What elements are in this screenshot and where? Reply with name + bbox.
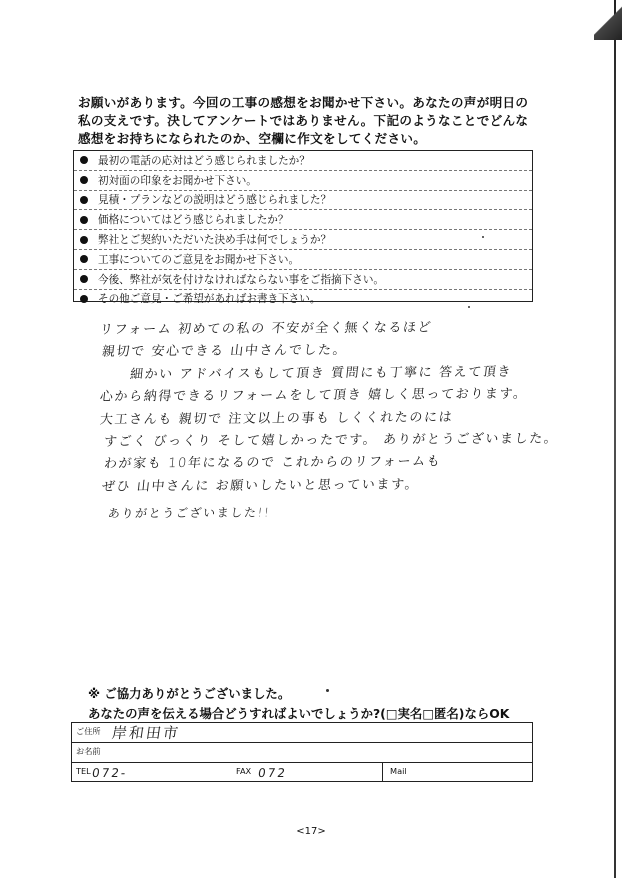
- handwritten-line: 大工さんも 親切で 注文以上の事も しくくれたのには: [99, 409, 454, 428]
- tel-label: TEL: [76, 766, 91, 776]
- intro-line: お願いがあります。今回の工事の感想をお聞かせ下さい。あなたの声が明日の: [78, 95, 529, 110]
- handwritten-line: ありがとうございました!!: [107, 505, 272, 521]
- handwritten-line: すごく びっくり そして嬉しかったです。 ありがとうございました。: [103, 431, 560, 450]
- bullet-icon: [80, 196, 88, 204]
- question-text: 今後、弊社が気を付けなければならない事をご指摘下さい。: [98, 273, 385, 286]
- question-item: [74, 210, 532, 230]
- question-text: 価格についてはどう感じられましたか？: [98, 214, 289, 227]
- question-item: [74, 230, 532, 250]
- bullet-icon: [80, 216, 88, 224]
- question-text: 弊社とご契約いただいた決め手は何でしょうか？: [98, 234, 332, 247]
- scan-speck: [326, 689, 329, 692]
- address-row: [72, 723, 532, 743]
- handwritten-response: [100, 318, 560, 524]
- thanks-note: ※ ご協力ありがとうございました。: [88, 686, 291, 701]
- consent-question: あなたの声を伝える場合どうすればよいでしょうか?(□実名□匿名)ならOK: [88, 706, 510, 721]
- bullet-icon: [80, 236, 88, 244]
- name-row: [72, 743, 532, 763]
- bullet-icon: [80, 295, 88, 303]
- fax-label: FAX: [236, 766, 252, 776]
- fax-value: 072: [257, 766, 288, 780]
- question-item: [74, 270, 532, 290]
- handwritten-line: リフォーム 初めての私の 不安が全く無くなるほど: [99, 320, 433, 338]
- handwritten-line: ぜひ 山中さんに お願いしたいと思っています。: [101, 477, 420, 495]
- intro-line: 感想をお持ちになられたのか、空欄に作文をしてください。: [78, 131, 427, 146]
- intro-line: 私の支えです。決してアンケートではありません。下記のようなことでどんな: [78, 113, 529, 128]
- scan-speck: [468, 306, 470, 308]
- question-text: 見積・プランなどの説明はどう感じられました？: [98, 194, 332, 207]
- question-item: [74, 151, 532, 171]
- question-text: その他ご意見・ご希望があればお書き下さい。: [98, 293, 321, 306]
- contact-row: [72, 763, 532, 782]
- question-item: [74, 290, 532, 309]
- mail-divider: [382, 763, 383, 782]
- tel-value: 072-: [91, 766, 129, 780]
- question-text: 工事についてのご意見をお聞かせ下さい。: [98, 253, 300, 266]
- bullet-icon: [80, 275, 88, 283]
- scan-edge-shadow: [614, 0, 616, 878]
- question-text: 最初の電話の応対はどう感じられましたか？: [98, 154, 310, 167]
- address-label: ご住所: [76, 726, 101, 736]
- bullet-icon: [80, 255, 88, 263]
- scan-corner-shadow: [594, 0, 622, 40]
- question-list-box: [73, 150, 533, 306]
- bullet-icon: [80, 156, 88, 164]
- page-number: <17>: [296, 826, 326, 837]
- handwritten-line: わが家も 10年になるので これからのリフォームも: [103, 454, 443, 473]
- address-value: 岸和田市: [110, 724, 182, 742]
- bullet-icon: [80, 176, 88, 184]
- handwritten-line: 細かい アドバイスもして頂き 質問にも丁寧に 答えて頂き: [129, 364, 513, 383]
- scan-speck: [482, 236, 484, 238]
- intro-text: [78, 94, 548, 148]
- question-item: [74, 250, 532, 270]
- name-label: お名前: [76, 746, 101, 756]
- mail-label: Mail: [390, 766, 407, 776]
- question-item: [74, 171, 532, 191]
- contact-form: [71, 722, 533, 782]
- handwritten-line: 心から納得できるリフォームをして頂き 嬉しく思っております。: [99, 386, 529, 405]
- question-text: 初対面の印象をお聞かせ下さい。: [98, 174, 257, 187]
- question-item: [74, 191, 532, 211]
- handwritten-line: 親切で 安心できる 山中さんでした。: [101, 343, 348, 360]
